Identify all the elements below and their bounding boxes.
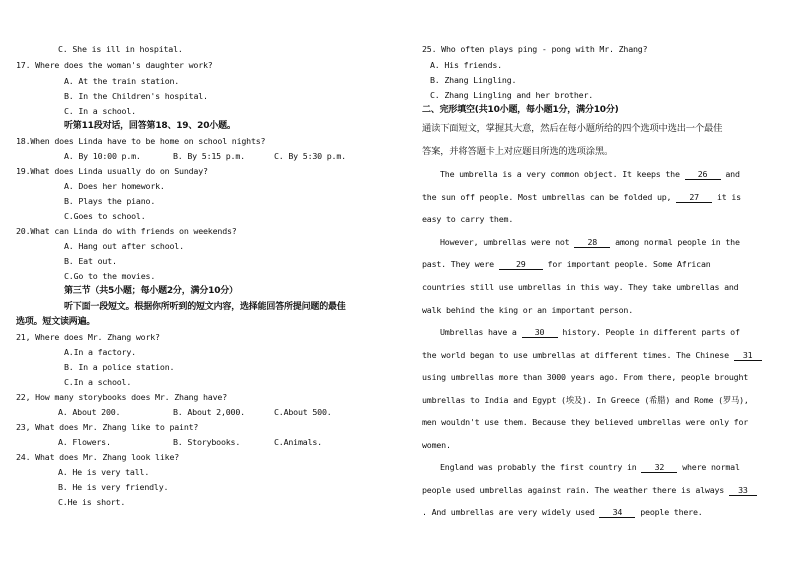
passage-line — [440, 462, 740, 473]
passage-text: The umbrella is a very common object. It keeps the — [440, 169, 680, 179]
passage-line — [440, 169, 740, 180]
q21-question: 21, Where does Mr. Zhang work? — [16, 332, 160, 342]
passage-line — [422, 485, 757, 496]
q17-option-a: A. At the train station. — [64, 76, 180, 86]
passage-line — [422, 192, 741, 203]
section-three-instruction-1: 听下面一段短文。根据你所听到的短文内容，选择能回答所提问题的最佳 — [64, 302, 346, 312]
passage-text: people there. — [640, 507, 703, 517]
passage-line: easy to carry them. — [422, 214, 514, 224]
q21-option-c: C.In a school. — [64, 377, 132, 387]
q20-option-c: C.Go to the movies. — [64, 271, 156, 281]
passage-line — [440, 327, 740, 338]
passage-line: umbrellas to India and Egypt (埃及). In Greece (希腊) and Rome (罗马), — [422, 395, 749, 405]
blank-29: 29 — [499, 259, 543, 270]
passage-line — [422, 507, 703, 518]
q19-option-c: C.Goes to school. — [64, 211, 146, 221]
passage-text: the world began to use umbrellas at different times. The Chinese — [422, 350, 729, 360]
q20-option-b: B. Eat out. — [64, 256, 117, 266]
q25-option-c: C. Zhang Lingling and her brother. — [430, 90, 594, 100]
section-three-title: 第三节（共5小题；每小题2分，满分10分） — [64, 286, 238, 296]
cloze-section-title: 二、完形填空(共10小题，每小题1分，满分10分) — [422, 105, 619, 115]
q25-option-b: B. Zhang Lingling. — [430, 75, 517, 85]
passage-line: walk behind the king or an important person. — [422, 305, 633, 315]
passage-line — [422, 350, 762, 361]
q21-option-a: A.In a factory. — [64, 347, 136, 357]
q25-question: 25. Who often plays ping - pong with Mr. Zhang? — [422, 44, 648, 54]
q23-option-c: C.Animals. — [274, 437, 322, 447]
q18-option-c: C. By 5:30 p.m. — [274, 151, 346, 161]
passage-text: among normal people in the — [615, 237, 740, 247]
passage-text: history. People in different parts of — [562, 327, 740, 337]
passage-line — [422, 259, 711, 270]
q24-question: 24. What does Mr. Zhang look like? — [16, 452, 180, 462]
blank-27: 27 — [676, 192, 712, 203]
q18-option-a: A. By 10:00 p.m. — [64, 151, 141, 161]
passage-text: and — [725, 169, 740, 179]
q17-question: 17. Where does the woman's daughter work? — [16, 60, 213, 70]
listen-instruction-11: 听第11段对话，回答第18、19、20小题。 — [64, 121, 236, 131]
passage-text: England was probably the first country in — [440, 462, 637, 472]
q23-option-a: A. Flowers. — [58, 437, 111, 447]
q19-question: 19.What does Linda usually do on Sunday? — [16, 166, 208, 176]
q22-option-c: C.About 500. — [274, 407, 332, 417]
q22-option-a: A. About 200. — [58, 407, 121, 417]
cloze-instruction-1: 通读下面短文，掌握其大意，然后在每小题所给的四个选项中选出一个最佳 — [422, 123, 723, 134]
q23-question: 23, What does Mr. Zhang like to paint? — [16, 422, 199, 432]
passage-text: it is — [716, 192, 741, 202]
blank-30: 30 — [522, 327, 558, 338]
q17-option-c: C. In a school. — [64, 106, 136, 116]
blank-33: 33 — [729, 485, 757, 496]
passage-line: women. — [422, 440, 451, 450]
passage-line: using umbrellas more than 3000 years ago. From there, people brought — [422, 372, 749, 382]
passage-text: people used umbrellas against rain. The weather there is always — [422, 485, 725, 495]
blank-26: 26 — [685, 169, 721, 180]
passage-text: . And umbrellas are very widely used — [422, 507, 595, 517]
blank-31: 31 — [734, 350, 762, 361]
q16-option-c: C. She is ill in hospital. — [58, 44, 183, 54]
q18-option-b: B. By 5:15 p.m. — [173, 151, 245, 161]
passage-text: for important people. Some African — [547, 259, 711, 269]
q24-option-c: C.He is short. — [58, 497, 126, 507]
passage-text: past. They were — [422, 259, 494, 269]
q24-option-a: A. He is very tall. — [58, 467, 150, 477]
passage-line — [440, 237, 740, 248]
cloze-instruction-2: 答案，并将答题卡上对应题目所选的选项涂黑。 — [422, 146, 614, 157]
q24-option-b: B. He is very friendly. — [58, 482, 169, 492]
q22-option-b: B. About 2,000. — [173, 407, 245, 417]
q21-option-b: B. In a police station. — [64, 362, 175, 372]
passage-line: countries still use umbrellas in this way. They take umbrellas and — [422, 282, 739, 292]
q19-option-b: B. Plays the piano. — [64, 196, 156, 206]
blank-34: 34 — [599, 507, 635, 518]
q19-option-a: A. Does her homework. — [64, 181, 165, 191]
passage-text: However, umbrellas were not — [440, 237, 570, 247]
section-three-instruction-2: 选项。短文读两遍。 — [16, 317, 96, 327]
q17-option-b: B. In the Children's hospital. — [64, 91, 208, 101]
passage-line: men wouldn't use them. Because they believed umbrellas were only for — [422, 417, 749, 427]
q20-option-a: A. Hang out after school. — [64, 241, 184, 251]
passage-text: Umbrellas have a — [440, 327, 517, 337]
blank-28: 28 — [574, 237, 610, 248]
passage-text: where normal — [682, 462, 740, 472]
q22-question: 22, How many storybooks does Mr. Zhang have? — [16, 392, 227, 402]
q18-question: 18.When does Linda have to be home on school nights? — [16, 136, 266, 146]
q25-option-a: A. His friends. — [430, 60, 502, 70]
q23-option-b: B. Storybooks. — [173, 437, 241, 447]
blank-32: 32 — [641, 462, 677, 473]
passage-text: the sun off people. Most umbrellas can be folded up, — [422, 192, 672, 202]
q20-question: 20.What can Linda do with friends on weekends? — [16, 226, 237, 236]
